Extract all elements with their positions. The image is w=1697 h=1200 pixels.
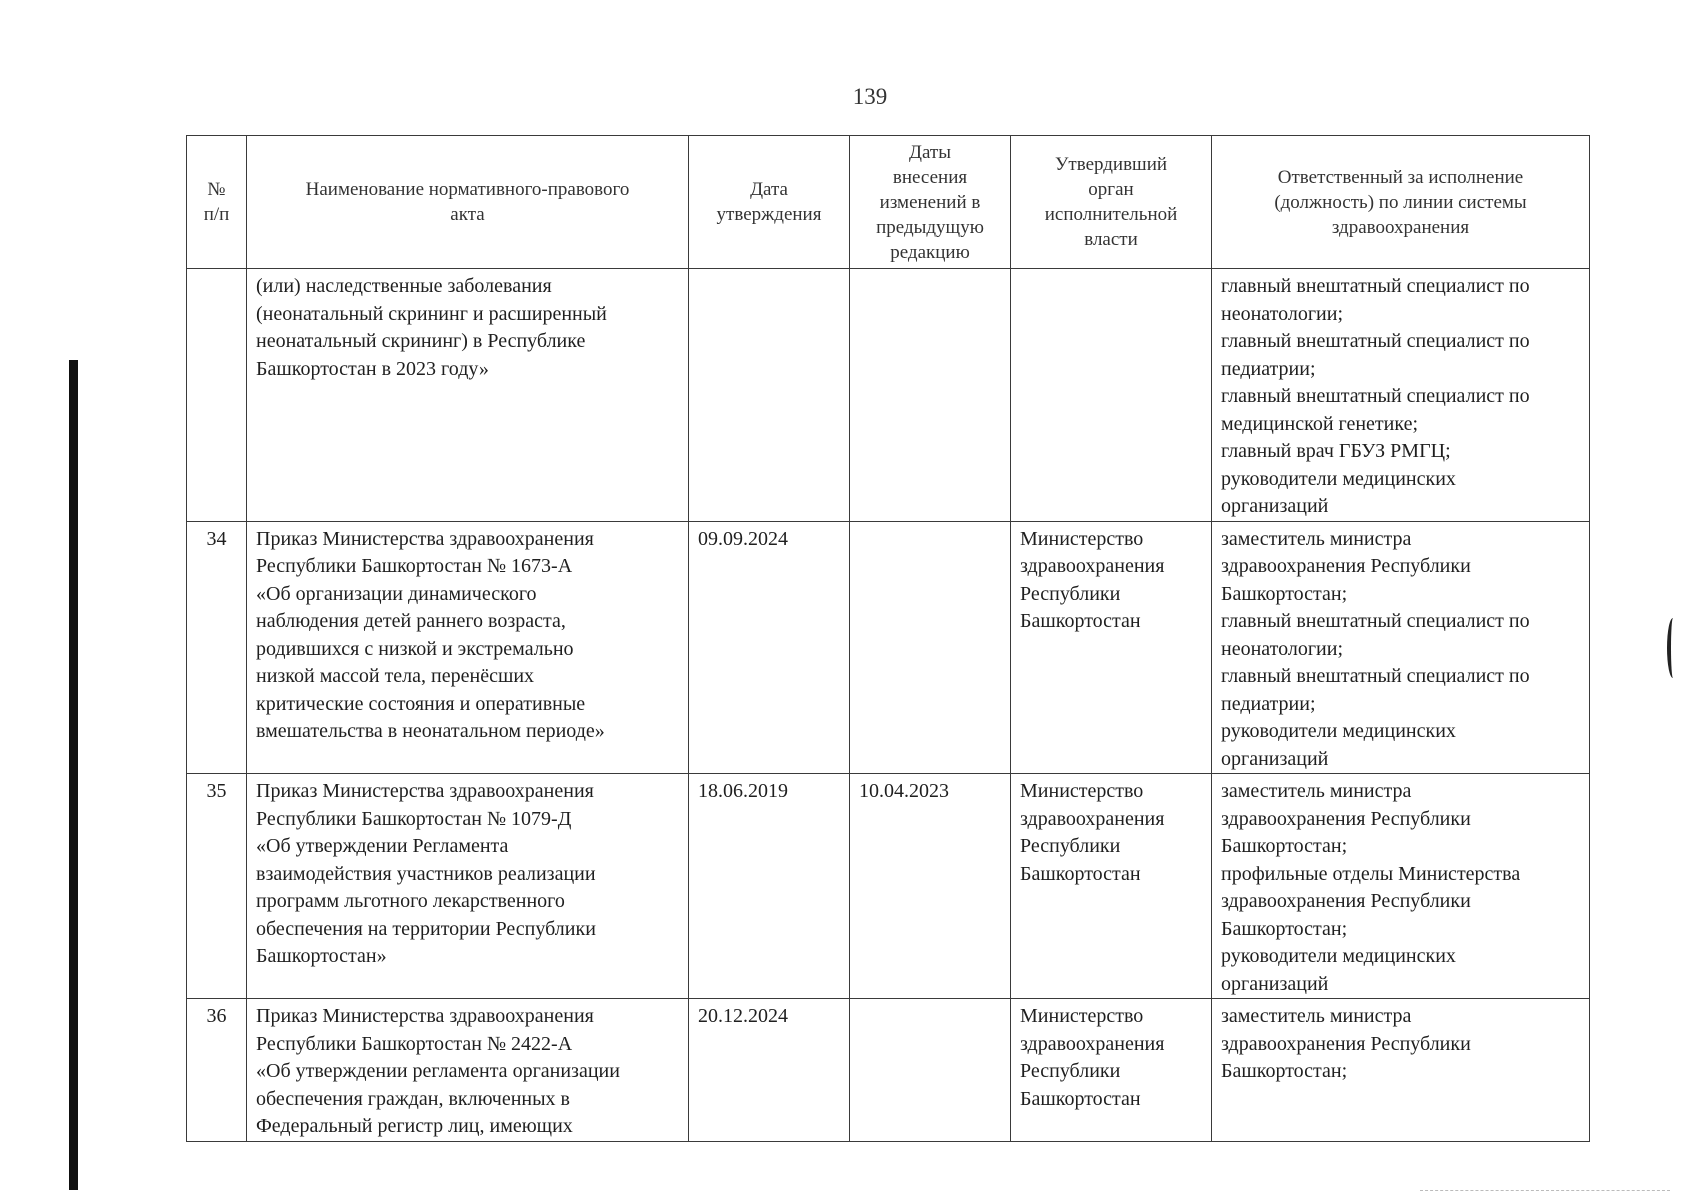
scan-edge-mark — [69, 360, 78, 1190]
responsible: заместитель министра здравоохранения Республики Башкортостан; профильные отделы Министерства здравоохранения Республики Башкортостан; руководители медицинских организаций — [1212, 774, 1590, 999]
scan-binding-mark — [1667, 618, 1679, 678]
row-number: 34 — [187, 521, 247, 774]
header-number: № п/п — [187, 136, 247, 269]
table-row — [187, 774, 1590, 999]
approving-authority: Министерство здравоохранения Республики Башкортостан — [1011, 521, 1212, 774]
responsible: заместитель министра здравоохранения Республики Башкортостан; главный внештатный специалист по неонатологии; главный внештатный специалист по педиатрии; руководители медицинских организаций — [1212, 521, 1590, 774]
change-date — [850, 521, 1011, 774]
change-date — [850, 999, 1011, 1142]
approving-authority — [1011, 269, 1212, 522]
responsible: заместитель министра здравоохранения Республики Башкортостан; — [1212, 999, 1590, 1142]
act-name: Приказ Министерства здравоохранения Республики Башкортостан № 2422-А «Об утверждении регламента организации обеспечения граждан, включенных в Федеральный регистр лиц, имеющих — [247, 999, 689, 1142]
approval-date — [689, 269, 850, 522]
page-number: 139 — [852, 84, 888, 109]
row-number: 36 — [187, 999, 247, 1142]
header-change-dates: Даты внесения изменений в предыдущую редакцию — [850, 136, 1011, 269]
row-number — [187, 269, 247, 522]
act-name: Приказ Министерства здравоохранения Республики Башкортостан № 1079-Д «Об утверждении Регламента взаимодействия участников реализации программ льготного лекарственного обеспечения на территории Республики Башкортостан» — [247, 774, 689, 999]
approval-date: 09.09.2024 — [689, 521, 850, 774]
header-approving-authority: Утвердивший орган исполнительной власти — [1011, 136, 1212, 269]
regulatory-acts-table — [186, 135, 1590, 1142]
header-approval-date: Дата утверждения — [689, 136, 850, 269]
change-date: 10.04.2023 — [850, 774, 1011, 999]
approval-date: 20.12.2024 — [689, 999, 850, 1142]
act-name: (или) наследственные заболевания (неонатальный скрининг и расширенный неонатальный скрининг) в Республике Башкортостан в 2023 году» — [247, 269, 689, 522]
approval-date: 18.06.2019 — [689, 774, 850, 999]
responsible: главный внештатный специалист по неонатологии; главный внештатный специалист по педиатрии; главный внештатный специалист по медицинской генетике; главный врач ГБУЗ РМГЦ; руководители медицинских организаций — [1212, 269, 1590, 522]
row-number: 35 — [187, 774, 247, 999]
approving-authority: Министерство здравоохранения Республики Башкортостан — [1011, 999, 1212, 1142]
scan-artifact-line — [1420, 1190, 1670, 1192]
table-row — [187, 999, 1590, 1142]
header-act-name: Наименование нормативного-правового акта — [247, 136, 689, 269]
table-row — [187, 521, 1590, 774]
table-row — [187, 269, 1590, 522]
header-responsible: Ответственный за исполнение (должность) по линии системы здравоохранения — [1212, 136, 1590, 269]
change-date — [850, 269, 1011, 522]
approving-authority: Министерство здравоохранения Республики Башкортостан — [1011, 774, 1212, 999]
table-header-row — [187, 136, 1590, 269]
act-name: Приказ Министерства здравоохранения Республики Башкортостан № 1673-А «Об организации динамического наблюдения детей раннего возраста, родившихся с низкой и экстремально низкой массой тела, перенёсших критические состояния и оперативные вмешательства в неонатальном периоде» — [247, 521, 689, 774]
